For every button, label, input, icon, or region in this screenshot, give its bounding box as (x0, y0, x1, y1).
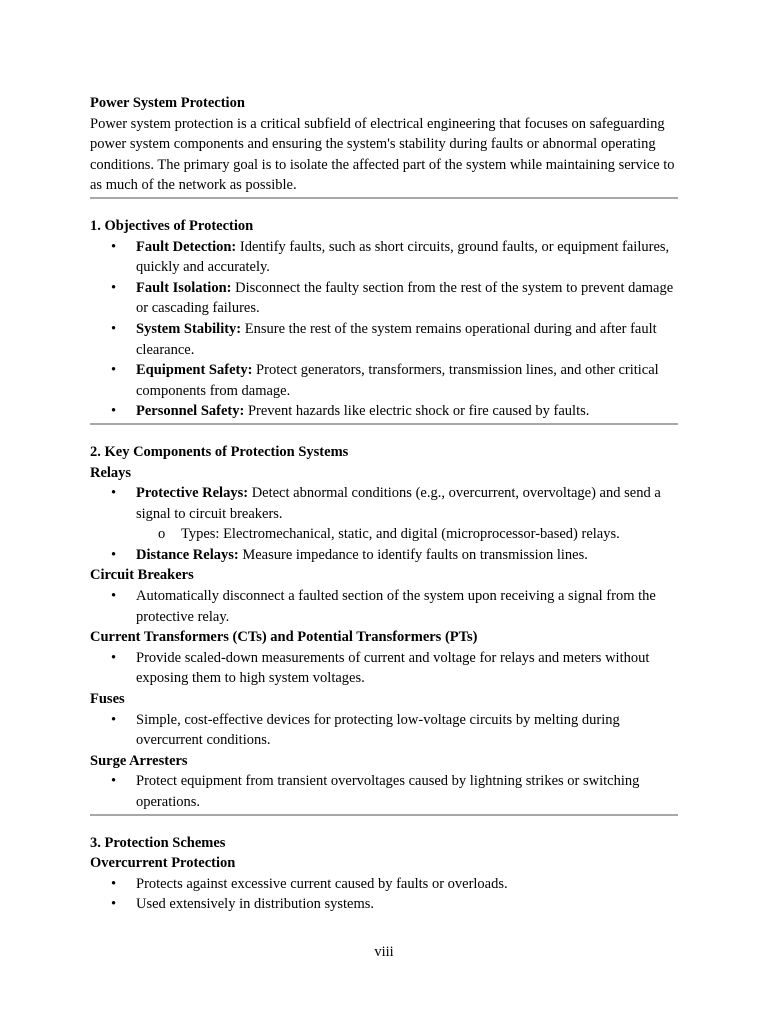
list-item-term: Equipment Safety: (136, 362, 253, 379)
objectives-list (90, 237, 678, 422)
list-item-term: Personnel Safety: (136, 403, 245, 420)
surge-arresters-list (90, 771, 678, 812)
list-item-term: Fault Isolation: (136, 279, 232, 296)
list-item: • Simple, cost-effective devices for protecting low-voltage circuits by melting during overcurrent conditions. (90, 710, 678, 751)
relay-types-list (136, 524, 678, 545)
subheading-circuit-breakers: Circuit Breakers (90, 567, 194, 584)
list-item-term: Distance Relays: (136, 546, 239, 563)
list-item (90, 545, 678, 566)
subheading-surge-arresters: Surge Arresters (90, 752, 188, 769)
list-item-text: Prevent hazards like electric shock or fire caused by faults. (244, 403, 590, 420)
list-item: • Used extensively in distribution systems. (90, 894, 678, 915)
list-item: • Protects against excessive current caused by faults or overloads. (90, 874, 678, 895)
document-title: Power System Protection (90, 95, 245, 111)
list-item (90, 278, 678, 319)
list-item (90, 237, 678, 278)
subheading-transformers: Current Transformers (CTs) and Potential Transformers (PTs) (90, 629, 478, 646)
list-item-text: Detect abnormal conditions (e.g., overcurrent, overvoltage) and send a signal to circuit breakers. (136, 485, 661, 522)
document-page (90, 93, 678, 915)
list-item-text: Measure impedance to identify faults on transmission lines. (238, 546, 588, 563)
sub-list-item: o Types: Electromechanical, static, and digital (microprocessor-based) relays. (136, 524, 678, 545)
list-item (90, 319, 678, 360)
list-item (90, 360, 678, 401)
section-heading-objectives: 1. Objectives of Protection (90, 217, 254, 234)
section-heading-schemes: 3. Protection Schemes (90, 834, 226, 851)
list-item: • Automatically disconnect a faulted section of the system upon receiving a signal from the protective relay. (90, 586, 678, 627)
list-item (90, 483, 678, 545)
list-item-term: System Stability: (136, 320, 242, 337)
circuit-breakers-list (90, 586, 678, 627)
subheading-relays: Relays (90, 464, 132, 481)
subheading-overcurrent: Overcurrent Protection (90, 855, 236, 872)
list-item-text: Protect generators, transformers, transmission lines, and other critical components from damage. (136, 362, 659, 399)
subheading-fuses: Fuses (90, 691, 125, 708)
page-number: viii (374, 944, 394, 960)
fuses-list (90, 710, 678, 751)
list-item (90, 401, 678, 422)
list-item-text: Ensure the rest of the system remains operational during and after fault clearance. (136, 320, 657, 358)
list-item-text: Disconnect the faulty section from the rest of the system to prevent damage or cascading failures. (136, 279, 674, 317)
list-item-term: Protective Relays: (136, 485, 249, 502)
list-item: • Provide scaled-down measurements of current and voltage for relays and meters without exposing them to high system voltages. (90, 648, 678, 689)
overcurrent-list (90, 874, 678, 915)
list-item-term: Fault Detection: (136, 238, 237, 255)
list-item-text: Identify faults, such as short circuits, ground faults, or equipment failures, quickly and accurately. (136, 238, 670, 276)
list-item: • Protect equipment from transient overvoltages caused by lightning strikes or switching operations. (90, 771, 678, 812)
intro-paragraph: Power system protection is a critical subfield of electrical engineering that focuses on safeguarding power system components and ensuring the system's stability during faults or abnormal operating conditions. The primary goal is to isolate the affected part of the system while maintaining service to as much of the network as possible. (90, 115, 675, 194)
transformers-list (90, 648, 678, 689)
relays-list (90, 483, 678, 565)
section-heading-components: 2. Key Components of Protection Systems (90, 443, 349, 460)
